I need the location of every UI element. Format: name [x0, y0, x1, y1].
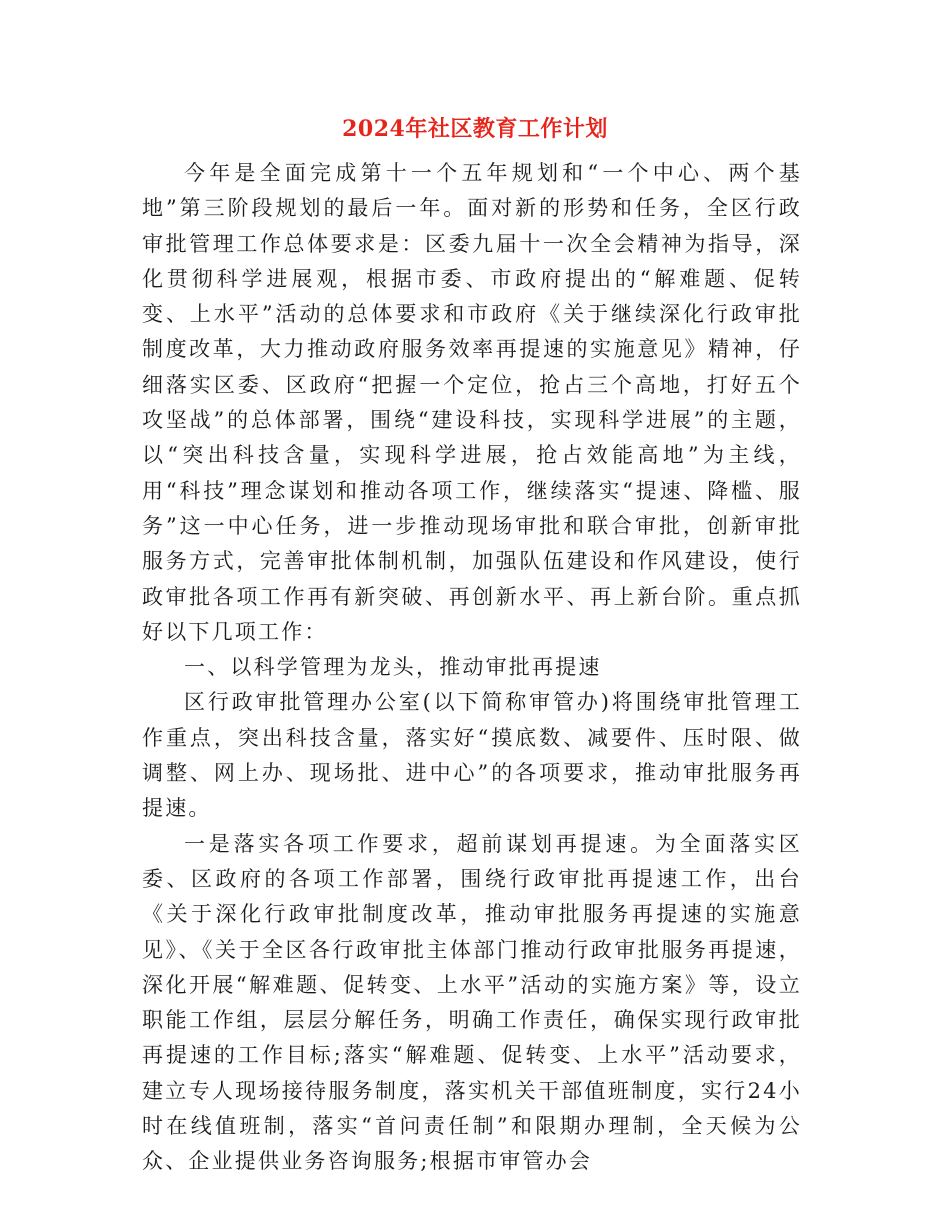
paragraph-section-1-intro: 区行政审批管理办公室(以下简称审管办)将围绕审批管理工作重点，突出科技含量，落实好“摸底数、减要件、压时限、做调整、网上办、现场批、进中心”的各项要求，推动审批服务再提速。: [142, 690, 802, 821]
document-title: 2024年社区教育工作计划: [342, 116, 608, 142]
paragraph-intro: 今年是全面完成第十一个五年规划和“一个中心、两个基地”第三阶段规划的最后一年。面对新的形势和任务，全区行政审批管理工作总体要求是：区委九届十一次全会精神为指导，深化贯彻科学进展观，根据市委、市政府提出的“解难题、促转变、上水平”活动的总体要求和市政府《关于继续深化行政审批制度改革，大力推动政府服务效率再提速的实施意见》精神，仔细落实区委、区政府“把握一个定位，抢占三个高地，打好五个攻坚战”的总体部署，围绕“建设科技，实现科学进展”的主题，以“突出科技含量，实现科学进展，抢占效能高地”为主线，用“科技”理念谋划和推动各项工作，继续落实“提速、降槛、服务”这一中心任务，进一步推动现场审批和联合审批，创新审批服务方式，完善审批体制机制，加强队伍建设和作风建设，使行政审批各项工作再有新突破、再创新水平、再上新台阶。重点抓好以下几项工作：: [142, 161, 802, 644]
document-body: [142, 156, 802, 1180]
section-heading-1: 一、以科学管理为龙头，推动审批再提速: [184, 655, 602, 680]
paragraph-point-1: 一是落实各项工作要求，超前谋划再提速。为全面落实区委、区政府的各项工作部署，围绕行政审批再提速工作，出台《关于深化行政审批制度改革，推动审批服务再提速的实施意见》、《关于全区各行政审批主体部门推动行政审批服务再提速，深化开展“解难题、促转变、上水平”活动的实施方案》等，设立职能工作组，层层分解任务，明确工作责任，确保实现行政审批再提速的工作目标;落实“解难题、促转变、上水平”活动要求，建立专人现场接待服务制度，落实机关干部值班制度，实行24小时在线值班制，落实“首问责任制”和限期办理制，全天候为公众、企业提供业务咨询服务;根据市审管办会: [142, 831, 802, 1174]
